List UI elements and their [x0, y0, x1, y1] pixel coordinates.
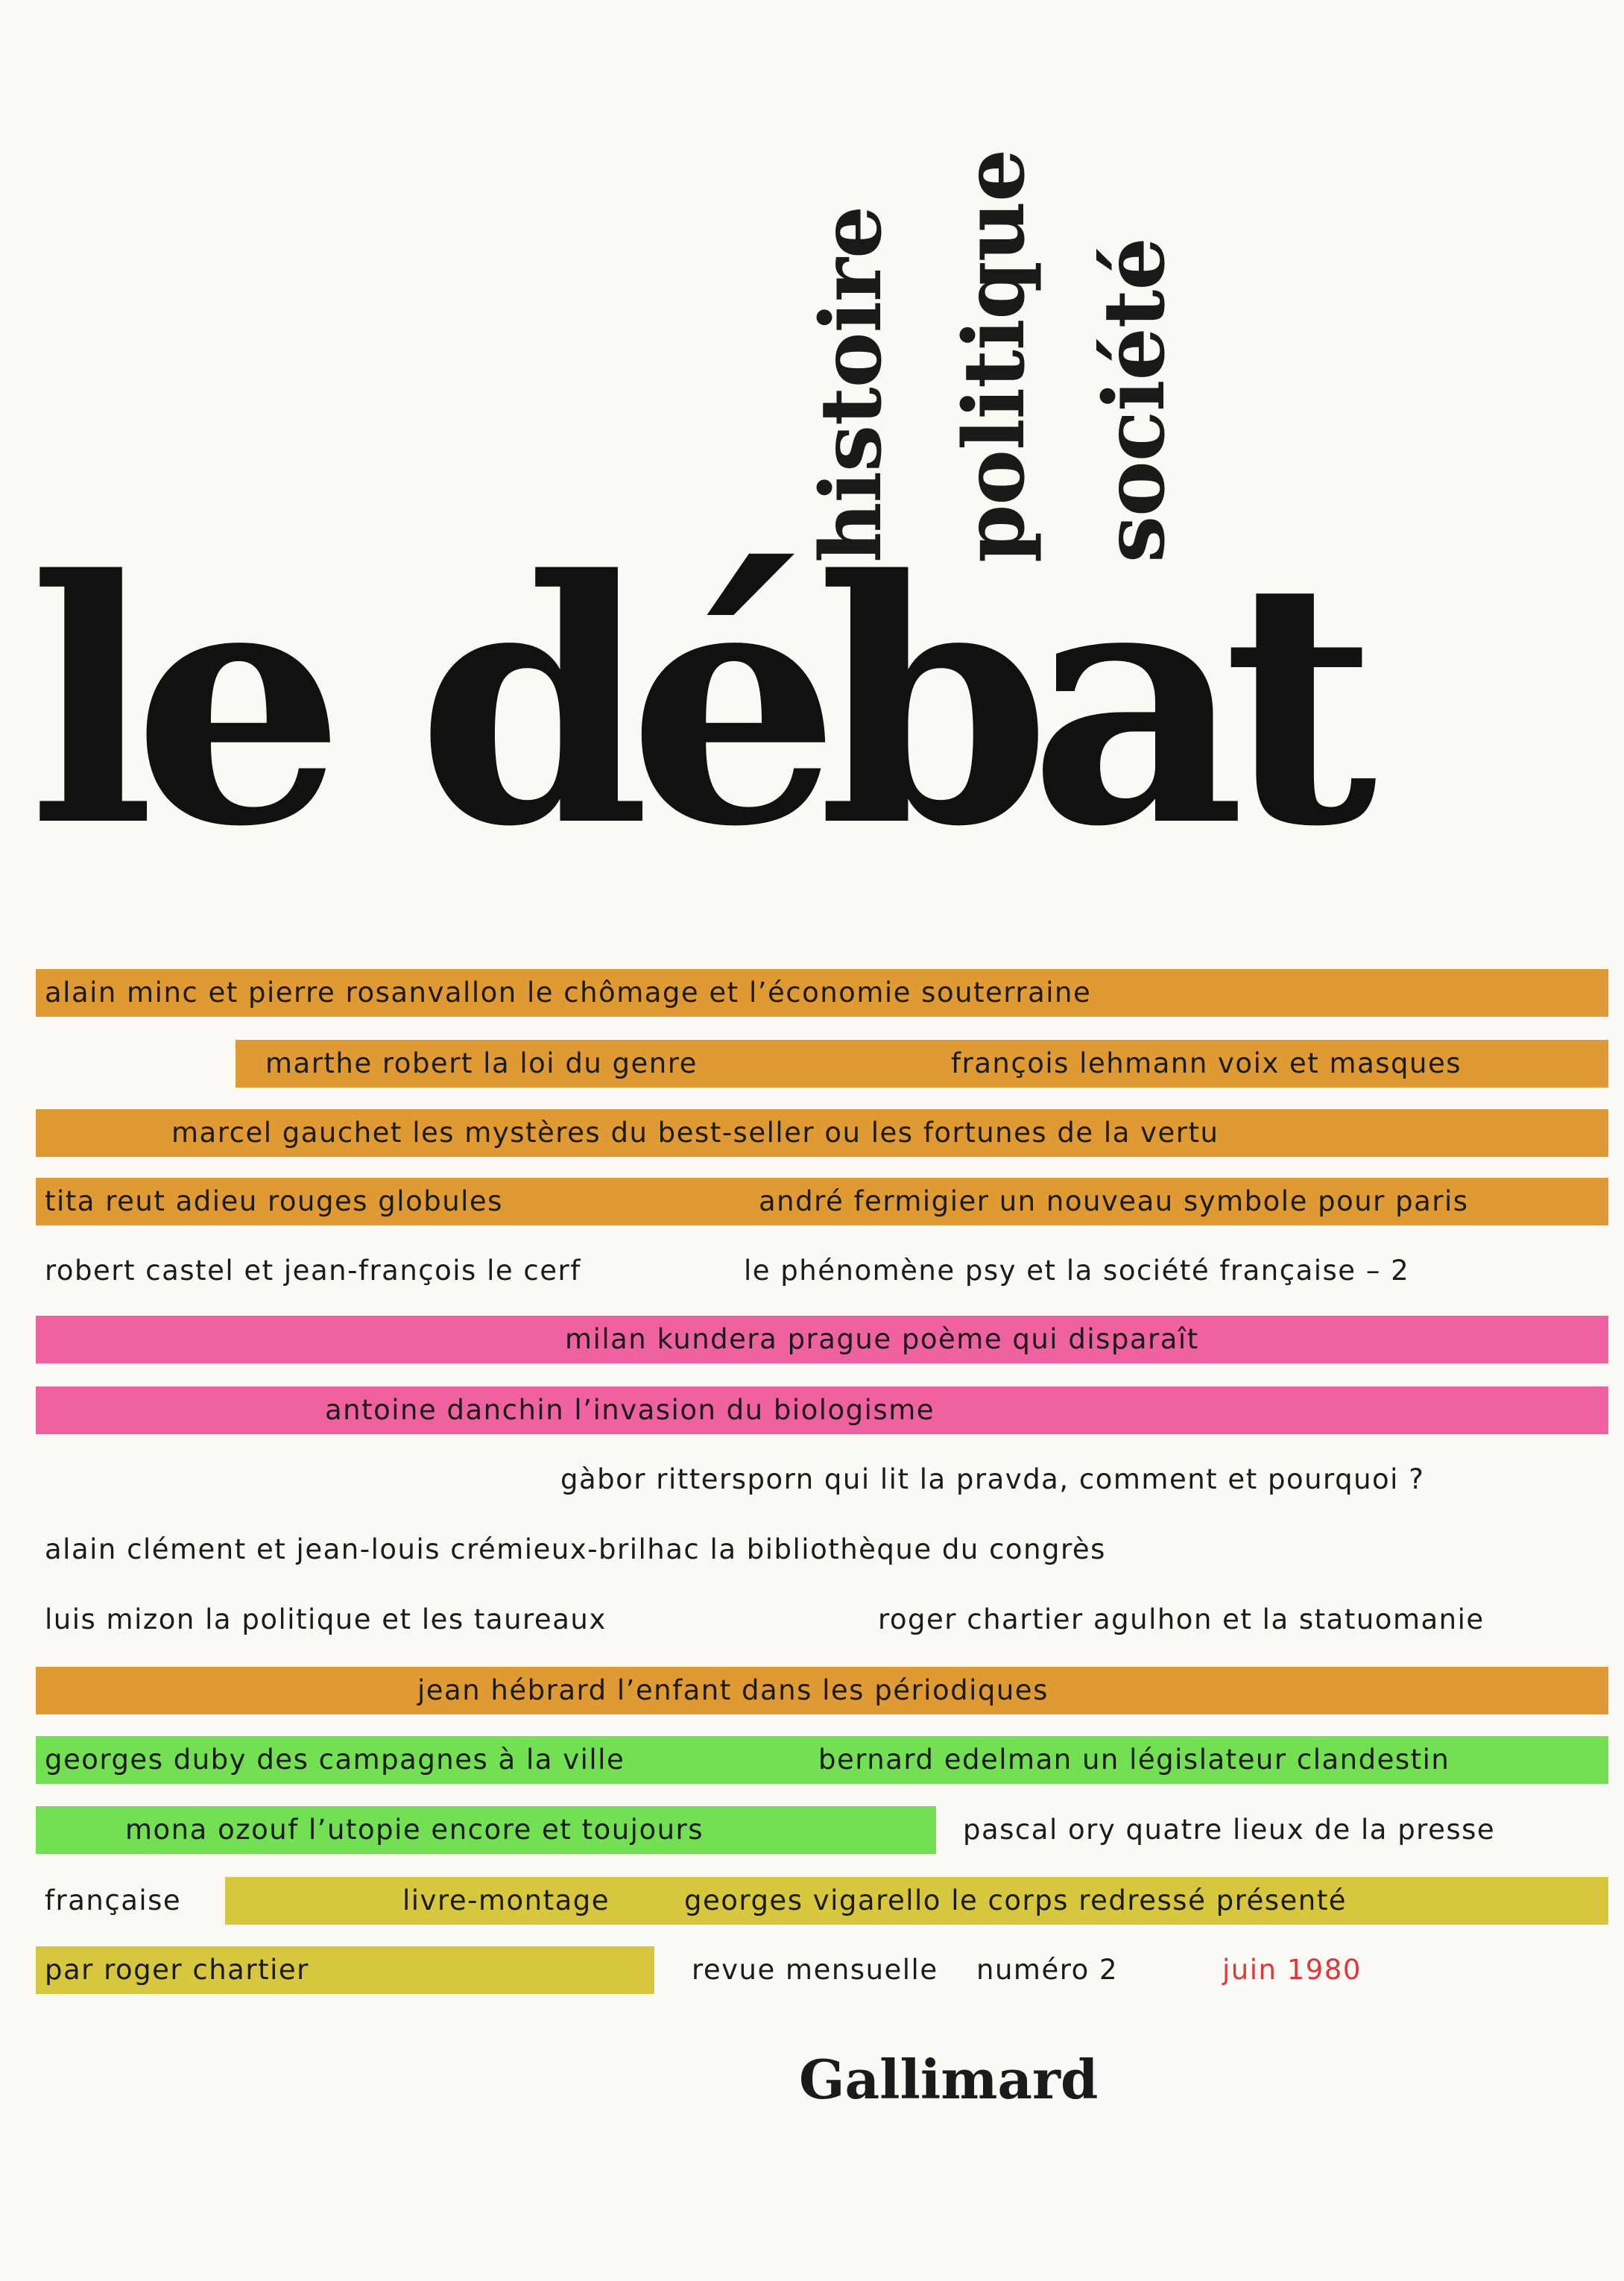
issue-date: juin 1980 — [1222, 1954, 1362, 1986]
contents-entry: livre-montage — [402, 1884, 610, 1916]
contents-entry: tita reut adieu rouges globules — [45, 1185, 503, 1217]
contents-entry: georges duby des campagnes à la ville — [45, 1744, 625, 1776]
contents-entry: françois lehmann voix et masques — [951, 1047, 1462, 1079]
contents-entry: alain clément et jean-louis crémieux-brilhac la bibliothèque du congrès — [45, 1533, 1106, 1565]
contents-entry: antoine danchin l’invasion du biologisme — [325, 1394, 935, 1426]
contents-entry: gàbor rittersporn qui lit la pravda, comment et pourquoi ? — [560, 1463, 1425, 1495]
contents-entry: roger chartier agulhon et la statuomanie — [878, 1603, 1485, 1635]
contents-entry: andré fermigier un nouveau symbole pour paris — [759, 1185, 1469, 1217]
contents-entry: pascal ory quatre lieux de la presse — [963, 1814, 1496, 1846]
publisher-name: Gallimard — [799, 2048, 1099, 2111]
contents-entry: française — [45, 1884, 182, 1916]
masthead-title: le débat — [28, 507, 1355, 900]
contents-entry: milan kundera prague poème qui disparaît — [565, 1323, 1199, 1355]
contents-entry: par roger chartier — [45, 1954, 309, 1986]
contents-entry: bernard edelman un législateur clandestin — [818, 1744, 1450, 1776]
contents-entry: mona ozouf l’utopie encore et toujours — [125, 1814, 704, 1846]
subtitle-societe: société — [1086, 238, 1184, 563]
issue-frequency: revue mensuelle — [692, 1954, 938, 1986]
contents-entry: luis mizon la politique et les taureaux — [45, 1603, 607, 1635]
issue-number: numéro 2 — [976, 1954, 1119, 1986]
contents-entry: robert castel et jean-françois le cerf — [45, 1255, 581, 1287]
contents-entry: marthe robert la loi du genre — [265, 1047, 698, 1079]
contents-entry: le phénomène psy et la société française – 2 — [744, 1255, 1410, 1287]
contents-entry: alain minc et pierre rosanvallon le chômage et l’économie souterraine — [45, 977, 1092, 1009]
contents-entry: jean hébrard l’enfant dans les périodiques — [417, 1674, 1049, 1706]
contents-entry: marcel gauchet les mystères du best-seller ou les fortunes de la vertu — [171, 1117, 1219, 1149]
contents-entry: georges vigarello le corps redressé présenté — [684, 1884, 1347, 1916]
subtitle-histoire: histoire — [803, 206, 900, 563]
subtitle-politique: politique — [946, 149, 1043, 563]
